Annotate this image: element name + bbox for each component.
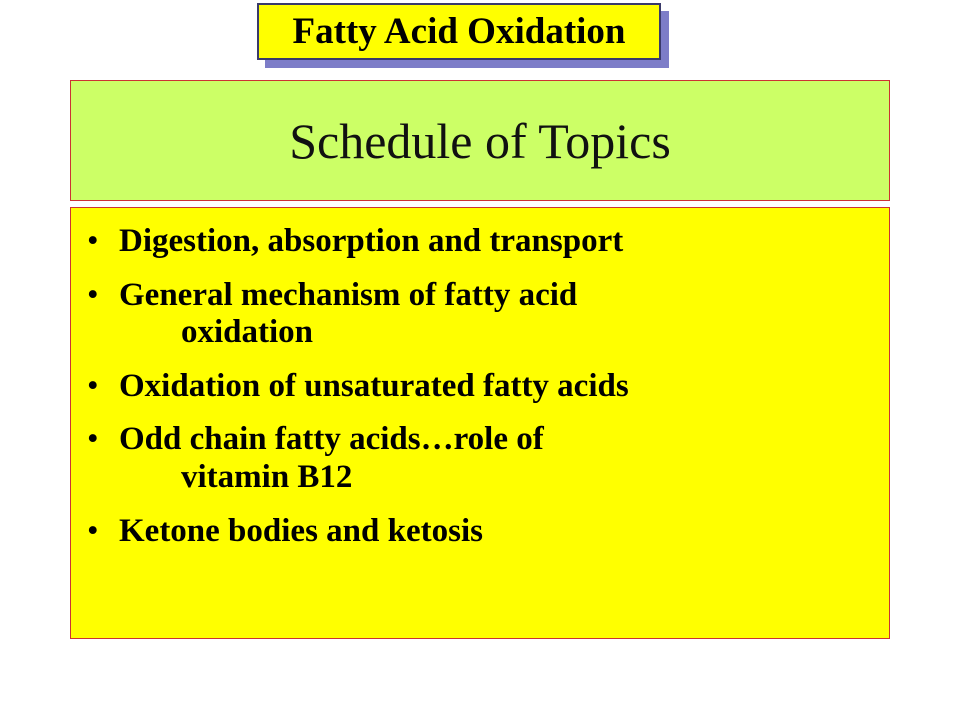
bullet-icon: •: [87, 276, 99, 313]
topics-list: [85, 223, 869, 566]
list-item-text: General mechanism of fatty acid: [119, 276, 578, 313]
list-item: [85, 223, 869, 261]
topics-panel: [70, 207, 890, 639]
bullet-icon: •: [87, 512, 99, 549]
list-item-text: Ketone bodies and ketosis: [119, 512, 483, 549]
list-item-text: Oxidation of unsaturated fatty acids: [119, 367, 629, 404]
list-item: [85, 277, 869, 352]
list-item: [85, 421, 869, 496]
list-item-continuation: oxidation: [181, 314, 314, 351]
list-item-text: Digestion, absorption and transport: [119, 223, 624, 259]
bullet-icon: •: [87, 367, 99, 404]
list-item-text: Odd chain fatty acids…role of: [119, 421, 544, 458]
list-item: [85, 368, 869, 406]
list-item-continuation: vitamin B12: [181, 459, 353, 496]
title-banner: [70, 80, 890, 201]
bullet-icon: •: [87, 223, 99, 259]
topic-tag: [257, 3, 661, 60]
topic-tag-label: Fatty Acid Oxidation: [292, 11, 626, 52]
list-item: [85, 513, 869, 551]
bullet-icon: •: [87, 421, 99, 458]
slide-title: Schedule of Topics: [289, 112, 671, 169]
